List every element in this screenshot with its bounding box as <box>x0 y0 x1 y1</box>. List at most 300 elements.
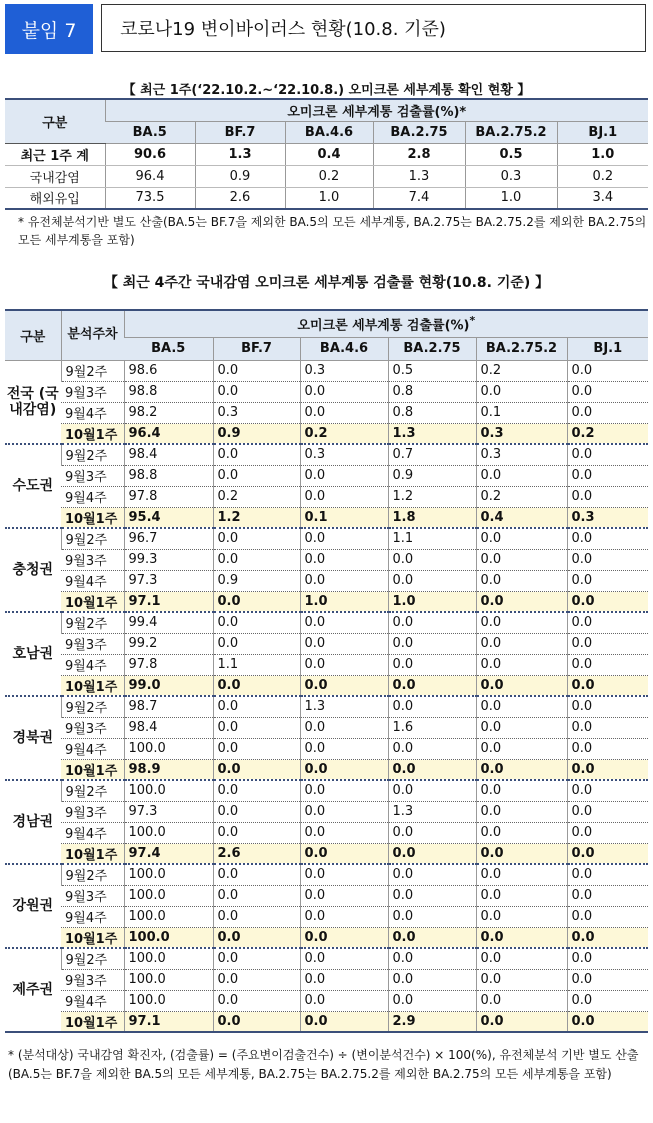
table-cell: 98.9 <box>124 759 213 780</box>
table-cell: 0.0 <box>213 444 300 465</box>
table-cell: 0.9 <box>213 423 300 444</box>
table-cell: 0.0 <box>567 990 648 1011</box>
table-row <box>5 187 648 209</box>
table-row <box>5 1011 648 1032</box>
week-label: 10월1주 <box>61 927 124 948</box>
table-row <box>5 381 648 402</box>
table-cell: 100.0 <box>124 864 213 885</box>
table-cell: 0.0 <box>476 633 567 654</box>
table-cell: 0.0 <box>567 948 648 969</box>
week-label: 10월1주 <box>61 591 124 612</box>
table2-col-header: BF.7 <box>213 337 300 360</box>
region-label: 충청권 <box>5 528 61 612</box>
table-row <box>5 360 648 381</box>
table-row <box>5 570 648 591</box>
table-row <box>5 591 648 612</box>
table1-col-group: 구분 <box>5 99 105 143</box>
table-cell: 0.0 <box>213 696 300 717</box>
week-label: 10월1주 <box>61 759 124 780</box>
table-cell: 0.0 <box>300 717 388 738</box>
table1-col-header: BA.2.75.2 <box>465 121 557 143</box>
table-cell: 97.1 <box>124 1011 213 1032</box>
week-label: 9월3주 <box>61 801 124 822</box>
table-cell: 0.0 <box>476 549 567 570</box>
table-cell: 0.0 <box>300 759 388 780</box>
table-cell: 100.0 <box>124 906 213 927</box>
table-cell: 0.0 <box>300 633 388 654</box>
table-cell: 0.0 <box>388 927 476 948</box>
table-cell: 100.0 <box>124 822 213 843</box>
table-cell: 3.4 <box>557 187 648 209</box>
table2-span-header: 오미크론 세부계통 검출률(%)* <box>124 310 648 337</box>
table-row <box>5 885 648 906</box>
table1-col-header: BJ.1 <box>557 121 648 143</box>
table-cell: 97.8 <box>124 486 213 507</box>
table-cell: 0.0 <box>300 381 388 402</box>
table-cell: 96.4 <box>124 423 213 444</box>
table-cell: 0.0 <box>388 864 476 885</box>
table-cell: 100.0 <box>124 990 213 1011</box>
table2-col-header: BA.5 <box>124 337 213 360</box>
table-cell: 0.0 <box>213 591 300 612</box>
table-cell: 0.0 <box>567 486 648 507</box>
week-label: 9월2주 <box>61 948 124 969</box>
table-cell: 0.0 <box>567 528 648 549</box>
footnote: * (분석대상) 국내감염 확진자, (검출률) = (주요변이검출건수) ÷ (변이분석건수) × 100(%), 유전체분석 기반 별도 산출(BA.5는 BF.7을 제외한 BA.5의 모든 세부계통, BA.2.75는 BA.2.75.2를 제외한 BA.2.75의 모든 세부계통을 포함) <box>8 1048 639 1081</box>
table-cell: 0.0 <box>567 381 648 402</box>
region-label: 경북권 <box>5 696 61 780</box>
week-label: 9월4주 <box>61 738 124 759</box>
table-cell: 0.0 <box>213 864 300 885</box>
table-cell: 0.3 <box>300 360 388 381</box>
table-cell: 0.0 <box>567 969 648 990</box>
table1-col-header: BA.5 <box>105 121 195 143</box>
table-cell: 0.0 <box>300 843 388 864</box>
table-cell: 0.0 <box>567 402 648 423</box>
table-cell: 97.1 <box>124 591 213 612</box>
table-cell: 0.0 <box>213 633 300 654</box>
table-cell: 0.0 <box>476 654 567 675</box>
table-cell: 0.0 <box>476 801 567 822</box>
table-cell: 0.0 <box>476 822 567 843</box>
table-cell: 99.2 <box>124 633 213 654</box>
table-cell: 0.0 <box>567 843 648 864</box>
table-cell: 0.0 <box>213 885 300 906</box>
table-cell: 0.9 <box>195 165 285 187</box>
week-label: 9월3주 <box>61 633 124 654</box>
table-cell: 0.3 <box>213 402 300 423</box>
table-cell: 1.3 <box>388 801 476 822</box>
table-cell: 98.7 <box>124 696 213 717</box>
table-cell: 0.2 <box>476 486 567 507</box>
table1-col-header: BA.2.75 <box>373 121 465 143</box>
table-cell: 0.0 <box>476 696 567 717</box>
table-row <box>5 486 648 507</box>
table-cell: 0.0 <box>213 801 300 822</box>
table-cell: 1.8 <box>388 507 476 528</box>
table-row <box>5 465 648 486</box>
table-cell: 0.0 <box>300 1011 388 1032</box>
table-cell: 100.0 <box>124 948 213 969</box>
table-row <box>5 654 648 675</box>
table-cell: 0.0 <box>388 549 476 570</box>
table-cell: 0.0 <box>213 948 300 969</box>
week-label: 9월2주 <box>61 528 124 549</box>
table-cell: 1.0 <box>465 187 557 209</box>
table-cell: 0.0 <box>300 528 388 549</box>
table-row <box>5 969 648 990</box>
table-cell: 98.4 <box>124 717 213 738</box>
table-cell: 0.3 <box>465 165 557 187</box>
table-cell: 0.0 <box>476 570 567 591</box>
region-label: 전국 (국내감염) <box>5 360 61 444</box>
table-row <box>5 143 648 165</box>
table-cell: 98.4 <box>124 444 213 465</box>
region-label: 수도권 <box>5 444 61 528</box>
table-cell: 0.0 <box>567 822 648 843</box>
table-cell: 0.0 <box>213 549 300 570</box>
table-cell: 0.0 <box>567 864 648 885</box>
table-cell: 0.0 <box>567 654 648 675</box>
table-cell: 0.2 <box>285 165 373 187</box>
table-cell: 95.4 <box>124 507 213 528</box>
table-cell: 0.0 <box>388 990 476 1011</box>
table-cell: 0.0 <box>213 360 300 381</box>
table-cell: 0.2 <box>567 423 648 444</box>
region-label: 제주권 <box>12 982 54 998</box>
table-cell: 99.4 <box>124 612 213 633</box>
table-cell: 0.0 <box>388 843 476 864</box>
table-cell: 0.0 <box>567 885 648 906</box>
week-label: 9월4주 <box>61 990 124 1011</box>
table-cell: 0.0 <box>567 759 648 780</box>
week-label: 9월3주 <box>61 969 124 990</box>
table-cell: 0.0 <box>213 675 300 696</box>
table-cell: 0.0 <box>213 927 300 948</box>
table-cell: 73.5 <box>105 187 195 209</box>
table-row <box>5 927 648 948</box>
table-cell: 0.0 <box>388 696 476 717</box>
table-cell: 98.6 <box>124 360 213 381</box>
weekly-summary-table <box>5 98 648 210</box>
regional-trend-table <box>5 309 648 1033</box>
table-cell: 0.0 <box>388 822 476 843</box>
week-label: 10월1주 <box>61 843 124 864</box>
table-cell: 0.5 <box>465 143 557 165</box>
table-cell: 98.8 <box>124 465 213 486</box>
week-label: 9월3주 <box>61 549 124 570</box>
table-cell: 0.0 <box>476 843 567 864</box>
week-label: 9월4주 <box>61 570 124 591</box>
table-cell: 0.0 <box>567 591 648 612</box>
table-cell: 0.3 <box>476 423 567 444</box>
table-cell: 0.3 <box>300 444 388 465</box>
table-cell: 0.0 <box>567 549 648 570</box>
table-cell: 0.0 <box>300 948 388 969</box>
table-cell: 97.8 <box>124 654 213 675</box>
table-cell: 0.0 <box>388 570 476 591</box>
table-cell: 0.0 <box>567 444 648 465</box>
table-row <box>5 507 648 528</box>
table-cell: 0.0 <box>300 780 388 801</box>
page-header <box>5 4 648 54</box>
table-cell: 0.0 <box>567 780 648 801</box>
table-row <box>5 948 648 969</box>
table-cell: 0.0 <box>388 906 476 927</box>
table1-col-header: BF.7 <box>195 121 285 143</box>
table-cell: 0.0 <box>476 528 567 549</box>
table-cell: 0.0 <box>388 654 476 675</box>
table-cell: 0.0 <box>567 612 648 633</box>
table-cell: 0.0 <box>213 381 300 402</box>
table-cell: 7.4 <box>373 187 465 209</box>
table-cell: 0.0 <box>567 1011 648 1032</box>
table-cell: 2.6 <box>195 187 285 209</box>
table-cell: 0.0 <box>300 864 388 885</box>
week-label: 9월4주 <box>61 654 124 675</box>
table-cell: 0.2 <box>300 423 388 444</box>
table-cell: 0.2 <box>213 486 300 507</box>
table-cell: 1.1 <box>213 654 300 675</box>
table-cell: 97.3 <box>124 801 213 822</box>
table-cell: 0.0 <box>300 654 388 675</box>
week-label: 9월3주 <box>61 885 124 906</box>
table-cell: 1.0 <box>557 143 648 165</box>
table-cell: 0.0 <box>388 780 476 801</box>
week-label: 10월1주 <box>61 507 124 528</box>
table-cell: 96.4 <box>105 165 195 187</box>
table-cell: 1.6 <box>388 717 476 738</box>
table-cell: 0.0 <box>213 759 300 780</box>
table-cell: 1.3 <box>300 696 388 717</box>
table-cell: 0.0 <box>213 969 300 990</box>
table-cell: 1.3 <box>373 165 465 187</box>
week-label: 9월2주 <box>61 864 124 885</box>
table-cell: 0.0 <box>213 822 300 843</box>
table-cell: 0.0 <box>476 1011 567 1032</box>
table-row <box>5 864 648 885</box>
table-cell: 0.0 <box>476 948 567 969</box>
table-cell: 96.7 <box>124 528 213 549</box>
table-row <box>5 165 648 187</box>
table-cell: 0.9 <box>213 570 300 591</box>
table-cell: 98.2 <box>124 402 213 423</box>
table-cell: 0.0 <box>300 927 388 948</box>
table-cell: 1.3 <box>388 423 476 444</box>
table-cell: 0.0 <box>388 633 476 654</box>
table-cell: 0.0 <box>476 381 567 402</box>
table-row <box>5 843 648 864</box>
table-cell: 1.0 <box>285 187 373 209</box>
table-cell: 0.0 <box>300 990 388 1011</box>
table-cell: 0.0 <box>300 885 388 906</box>
table-row <box>5 675 648 696</box>
table-cell: 99.3 <box>124 549 213 570</box>
week-label: 9월3주 <box>61 465 124 486</box>
table-cell: 99.0 <box>124 675 213 696</box>
table-cell: 0.0 <box>300 402 388 423</box>
table-cell: 0.0 <box>213 906 300 927</box>
table-cell: 0.5 <box>388 360 476 381</box>
row-label: 해외유입 <box>5 187 105 209</box>
table-row <box>5 906 648 927</box>
row-label: 국내감염 <box>5 165 105 187</box>
table-cell: 0.0 <box>476 885 567 906</box>
table-row <box>5 402 648 423</box>
table-cell: 0.0 <box>476 759 567 780</box>
table-cell: 0.0 <box>567 633 648 654</box>
table-cell: 0.0 <box>300 969 388 990</box>
table-cell: 97.3 <box>124 570 213 591</box>
week-label: 9월2주 <box>61 444 124 465</box>
table-cell: 2.9 <box>388 1011 476 1032</box>
table-row <box>5 423 648 444</box>
table-cell: 100.0 <box>124 927 213 948</box>
table-cell: 0.0 <box>567 738 648 759</box>
table-cell: 0.8 <box>388 381 476 402</box>
table-row <box>5 759 648 780</box>
page-title: 코로나19 변이바이러스 현황(10.8. 기준) <box>101 4 646 52</box>
table-cell: 0.0 <box>388 885 476 906</box>
table-cell: 2.8 <box>373 143 465 165</box>
table-cell: 0.3 <box>476 444 567 465</box>
table-cell: 0.0 <box>476 780 567 801</box>
table2-col-header: BA.4.6 <box>300 337 388 360</box>
table-row <box>5 444 648 465</box>
table-cell: 0.0 <box>213 990 300 1011</box>
table-cell: 100.0 <box>124 780 213 801</box>
table-cell: 0.0 <box>476 675 567 696</box>
table1-col-header: BA.4.6 <box>285 121 373 143</box>
week-label: 9월4주 <box>61 822 124 843</box>
table-cell: 0.0 <box>300 801 388 822</box>
table-row <box>5 801 648 822</box>
table-cell: 97.4 <box>124 843 213 864</box>
table-cell: 90.6 <box>105 143 195 165</box>
table-cell: 1.0 <box>300 591 388 612</box>
table-cell: 0.0 <box>388 759 476 780</box>
table2-title: 【 최근 4주간 국내감염 오미크론 세부계통 검출률 현황(10.8. 기준) 】 <box>103 275 550 291</box>
table-cell: 0.0 <box>567 465 648 486</box>
week-label: 10월1주 <box>61 1011 124 1032</box>
table-cell: 0.7 <box>388 444 476 465</box>
table-cell: 0.0 <box>567 696 648 717</box>
table1-span-header: 오미크론 세부계통 검출률(%)* <box>105 99 648 121</box>
table-cell: 0.0 <box>476 738 567 759</box>
week-label: 10월1주 <box>61 675 124 696</box>
table-cell: 0.0 <box>300 675 388 696</box>
table-cell: 0.0 <box>300 486 388 507</box>
table-cell: 0.2 <box>557 165 648 187</box>
table-cell: 0.0 <box>567 570 648 591</box>
table-cell: 0.0 <box>476 864 567 885</box>
table-cell: 0.0 <box>213 780 300 801</box>
table-cell: 0.0 <box>213 465 300 486</box>
table-cell: 0.0 <box>567 801 648 822</box>
table-cell: 0.0 <box>300 612 388 633</box>
table-cell: 0.0 <box>388 675 476 696</box>
week-label: 9월4주 <box>61 906 124 927</box>
table-cell: 1.0 <box>388 591 476 612</box>
table-cell: 0.9 <box>388 465 476 486</box>
table-cell: 0.0 <box>213 1011 300 1032</box>
table-cell: 1.1 <box>388 528 476 549</box>
table-cell: 0.0 <box>300 465 388 486</box>
table-row <box>5 696 648 717</box>
table-cell: 0.0 <box>388 948 476 969</box>
table-cell: 0.4 <box>285 143 373 165</box>
week-label: 9월2주 <box>61 612 124 633</box>
table-cell: 0.2 <box>476 360 567 381</box>
table-row <box>5 717 648 738</box>
table-cell: 0.0 <box>476 465 567 486</box>
week-label: 9월2주 <box>61 360 124 381</box>
table-cell: 0.0 <box>476 969 567 990</box>
region-label: 강원권 <box>5 864 61 948</box>
table2-col-week: 분석주차 <box>61 310 124 360</box>
row-label: 최근 1주 계 <box>5 143 105 165</box>
table-cell: 0.0 <box>476 612 567 633</box>
table-cell: 0.0 <box>567 717 648 738</box>
table-cell: 0.0 <box>300 906 388 927</box>
table-cell: 0.0 <box>300 570 388 591</box>
table-row <box>5 738 648 759</box>
table2-col-group: 구분 <box>5 310 61 360</box>
week-label: 9월4주 <box>61 486 124 507</box>
table-cell: 0.8 <box>388 402 476 423</box>
table-cell: 0.0 <box>213 717 300 738</box>
table-cell: 1.3 <box>195 143 285 165</box>
week-label: 9월3주 <box>61 381 124 402</box>
table-cell: 0.0 <box>476 927 567 948</box>
table2-col-header: BA.2.75 <box>388 337 476 360</box>
table-cell: 0.0 <box>388 738 476 759</box>
table-row <box>5 528 648 549</box>
table1-note: * 유전체분석기반 별도 산출(BA.5는 BF.7을 제외한 BA.5의 모든 세부계통, BA.2.75는 BA.2.75.2를 제외한 BA.2.75의 모든 세부계통을 포함) <box>18 215 647 247</box>
table-cell: 0.0 <box>213 612 300 633</box>
table1-title: 【 최근 1주(‘22.10.2.~‘22.10.8.) 오미크론 세부계통 확인 현황 】 <box>122 83 531 98</box>
table-cell: 0.0 <box>388 969 476 990</box>
table-cell: 0.3 <box>567 507 648 528</box>
table2-col-header: BJ.1 <box>567 337 648 360</box>
table-row <box>5 633 648 654</box>
table-cell: 0.0 <box>300 822 388 843</box>
table-cell: 2.6 <box>213 843 300 864</box>
week-label: 9월4주 <box>61 402 124 423</box>
table-cell: 0.0 <box>476 906 567 927</box>
week-label: 9월2주 <box>61 780 124 801</box>
table-cell: 100.0 <box>124 885 213 906</box>
table-cell: 0.0 <box>567 360 648 381</box>
table-row <box>5 549 648 570</box>
region-label: 경남권 <box>5 780 61 864</box>
table-cell: 0.0 <box>567 675 648 696</box>
table-cell: 0.0 <box>213 528 300 549</box>
week-label: 9월2주 <box>61 696 124 717</box>
table-cell: 100.0 <box>124 738 213 759</box>
table-cell: 0.0 <box>567 927 648 948</box>
table-cell: 0.0 <box>567 906 648 927</box>
table-row <box>5 990 648 1011</box>
table-cell: 0.1 <box>300 507 388 528</box>
week-label: 9월3주 <box>61 717 124 738</box>
table-cell: 100.0 <box>124 969 213 990</box>
table-cell: 98.8 <box>124 381 213 402</box>
table-cell: 0.0 <box>476 717 567 738</box>
table-cell: 0.0 <box>300 738 388 759</box>
table-row <box>5 780 648 801</box>
table-row <box>5 822 648 843</box>
